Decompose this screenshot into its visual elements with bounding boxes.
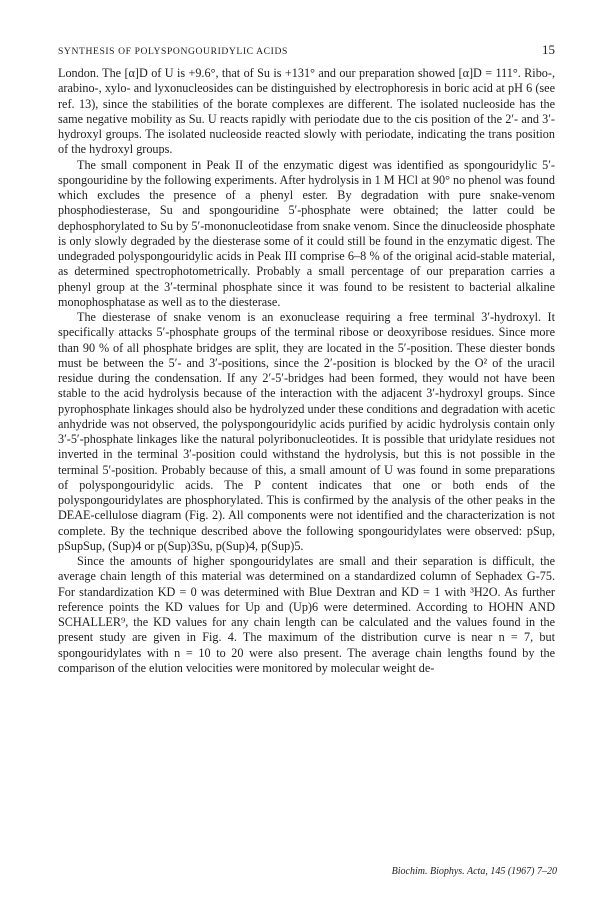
running-head (58, 42, 555, 66)
page-number: 15 (542, 42, 555, 57)
paragraph-4: Since the amounts of higher spongouridylates are small and their separation is difficult, the average chain length of this material was determined on a standardized column of Sephadex G-75. For standardization KD = 0 was determined with Blue Dextran and KD = 1 with ³H2O. As further reference points the KD values for Up and (Up)6 were determined. According to HOHN AND SCHALLER⁹, the KD values for any chain length can be calculated and the values found in the present study are given in Fig. 4. The maximum of the distribution curve is near n = 7, but spongouridylates with n = 10 to 20 were also present. The average chain lengths found by the comparison of the elution velocities were monitored by molecular weight de- (58, 554, 555, 675)
paragraph-1: London. The [α]D of U is +9.6°, that of Su is +131° and our preparation showed [α]D = 111°. Ribo-, arabino-, xylo- and lyxonucleosides can be distinguished by electrophoresis in boric acid at pH 6 (see ref. 13), since the stabilities of the borate complexes are different. The isolated nucleoside has the same negative mobility as Su. U reacts rapidly with periodate due to the cis position of the 2′- and 3′-hydroxyl groups. The isolated nucleoside reacted slowly with periodate, indicating the trans position of the hydroxyl groups. (58, 66, 555, 157)
paragraph-3: The diesterase of snake venom is an exonuclease requiring a free terminal 3′-hydroxyl. It specifically attacks 5′-phosphate groups of the terminal ribose or deoxyribose residues. Since more than 90 % of all phosphate bridges are split, they are located in the 5′-position. These diester bonds must be between the 5′- and 3′-positions, since the 2′-position is blocked by the O² of the uracil residue during the condensation. If any 2′-5′-bridges had been formed, they would not have been stable to the acid hydrolysis because of the interaction with the adjacent 3′-hydroxyl groups. Since pyrophosphate linkages should also be hydrolyzed under these conditions and degradation with acetic anhydride was not observed, the polyspongouridylic acids purified by acidic hydrolysis contain only 3′-5′-phosphate linkages like the natural polyribonucleotides. It is possible that uridylate residues not inverted in the terminal 3′-position could withstand the hydrolysis, but this is not possible in the terminal 5′-position. Probably because of this, a small amount of U was found in some preparations of polyspongouridylic acids. The P content indicates that one or both ends of the polyspongouridylates are phosphorylated. This is confirmed by the analysis of the other peaks in the DEAE-cellulose diagram (Fig. 2). All components were not identified and the characterization is not complete. By the technique described above the following spongouridylates were observed: pSup, pSupSup, (Sup)4 or p(Sup)3Su, p(Sup)4, p(Sup)5. (58, 310, 555, 553)
journal-citation-footer: Biochim. Biophys. Acta, 145 (1967) 7–20 (391, 866, 557, 877)
paragraph-2: The small component in Peak II of the enzymatic digest was identified as spongouridylic 5′-spongouridine by the following experiments. After hydrolysis in 1 M HCl at 90° no phenol was found which excludes the presence of a phenyl ester. By degradation with pure snake-venom phosphodiesterase, Su and spongouridine 5′-phosphate were obtained; the latter could be dephosphorylated to Su by 5′-mononucleotidase from snake venom. Since the dinucleoside phosphate is only slowly degraded by the diesterase some of it could still be found in the enzymatic digest. The undegraded polyspongouridylic acids in Peak III comprise 6–8 % of the original acid-stable material, as determined spectrophotometrically. Probably a small percentage of our preparation carries a phenyl group at the 3′-terminal phosphate since it was found to be resistent to bacterial alkaline monophosphatase as well as to the diesterase. (58, 157, 555, 309)
running-title: SYNTHESIS OF POLYSPONGOURIDYLIC ACIDS (58, 46, 288, 57)
body-text (58, 66, 555, 676)
page (58, 42, 555, 676)
